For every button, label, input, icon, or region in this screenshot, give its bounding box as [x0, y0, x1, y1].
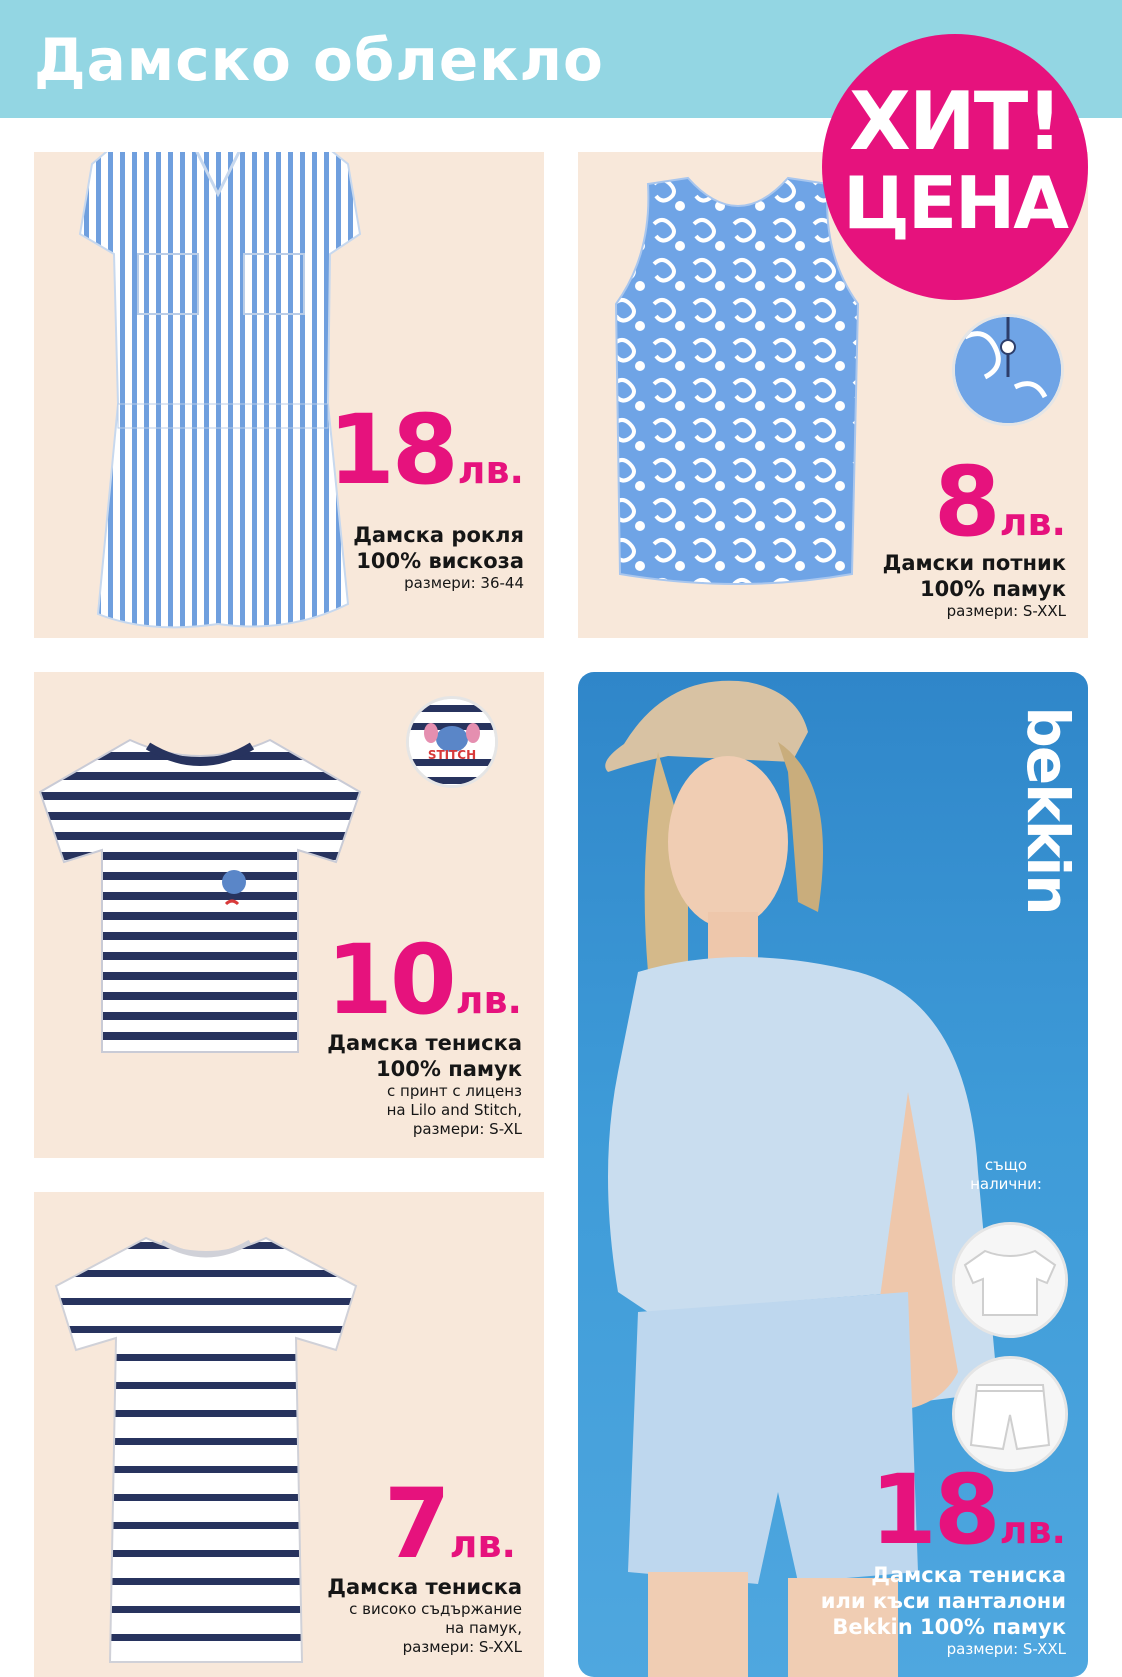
product-card-striped-tee[interactable] — [34, 1192, 544, 1677]
white-shorts-icon — [955, 1359, 1065, 1469]
tank-description — [883, 550, 1066, 621]
stitch-print-icon — [409, 699, 495, 785]
product-sizes: размери: S-XXL — [946, 1640, 1066, 1658]
product-material: 100% памук — [376, 1057, 522, 1081]
price-currency: лв. — [999, 500, 1066, 544]
page-title: Дамско облекло — [34, 26, 604, 94]
tank-price — [933, 446, 1066, 558]
bekkin-description — [821, 1562, 1066, 1659]
product-note: с високо съдържание — [349, 1600, 522, 1618]
product-sizes: размери: S-XL — [412, 1120, 522, 1138]
product-card-stitch-tee[interactable] — [34, 672, 544, 1158]
hit-price-badge — [822, 34, 1088, 300]
product-note: на Lilo and Stitch, — [386, 1101, 522, 1119]
white-tee-circle — [952, 1222, 1068, 1338]
product-card-dress[interactable] — [34, 152, 544, 638]
product-name: Дамска рокля — [353, 523, 524, 547]
product-name: Дамски потник — [882, 551, 1066, 575]
product-name: Дамска тениска — [327, 1031, 522, 1055]
stitch-detail-circle — [406, 696, 498, 788]
price-number: 8 — [933, 446, 998, 558]
stitch-tee-price — [326, 924, 522, 1036]
also-available-line-2: налични: — [970, 1175, 1042, 1193]
product-note: с принт с лиценз — [387, 1082, 522, 1100]
product-note: на памук, — [445, 1619, 522, 1637]
svg-text:STITCH: STITCH — [427, 748, 477, 762]
product-name: Дамска тениска — [327, 1575, 522, 1599]
detail-icon — [955, 317, 1061, 423]
stitch-tee-description — [327, 1030, 522, 1139]
white-tee-icon — [955, 1225, 1065, 1335]
product-sizes: размери: 36-44 — [404, 574, 524, 592]
price-currency: лв. — [455, 978, 522, 1022]
striped-tee-description — [327, 1574, 522, 1657]
product-sizes: размери: S-XXL — [402, 1638, 522, 1656]
badge-line-2: ЦЕНА — [843, 161, 1067, 245]
striped-tee-price — [383, 1468, 516, 1580]
product-sizes: размери: S-XXL — [946, 602, 1066, 620]
back-keyhole-detail-circle — [952, 314, 1064, 426]
price-currency: лв. — [457, 448, 524, 492]
badge-line-1: ХИТ! — [849, 75, 1061, 168]
price-number: 7 — [383, 1468, 448, 1580]
price-number: 18 — [328, 394, 456, 506]
brand-name: bekkin — [1014, 706, 1082, 914]
price-number: 18 — [870, 1454, 998, 1566]
product-name: или къси панталони — [820, 1589, 1066, 1613]
product-material: Bekkin 100% памук — [832, 1615, 1066, 1639]
price-currency: лв. — [999, 1508, 1066, 1552]
bekkin-price — [870, 1454, 1066, 1566]
product-name: Дамска тениска — [871, 1563, 1066, 1587]
price-number: 10 — [326, 924, 454, 1036]
also-available-label — [946, 1156, 1066, 1194]
dress-price — [328, 394, 524, 506]
product-material: 100% вискоза — [356, 549, 524, 573]
also-available-line-1: също — [984, 1156, 1028, 1174]
price-currency: лв. — [449, 1522, 516, 1566]
product-material: 100% памук — [920, 577, 1066, 601]
bekkin-logo — [1008, 690, 1088, 930]
dress-description — [353, 522, 524, 593]
